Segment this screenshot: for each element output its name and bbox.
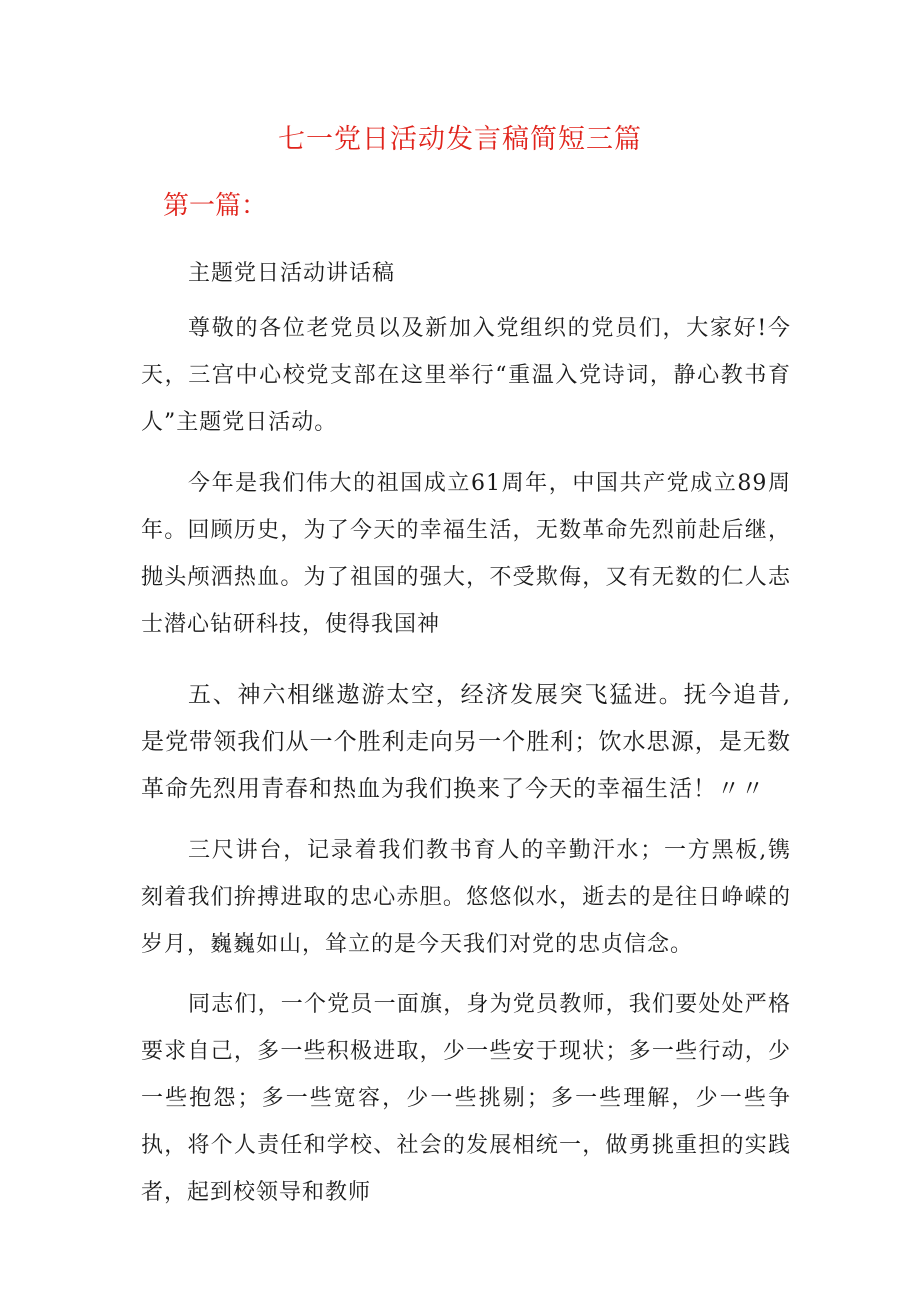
document-title: 七一党日活动发言稿简短三篇 <box>278 124 642 155</box>
paragraph-comrades: 同志们，一个党员一面旗，身为党员教师，我们要处处严格要求自己，多一些积极进取，少一些安于现状；多一些行动，少一些抱怨；多一些宽容，少一些挑剔；多一些理解，少一些争执，将个人责任和学校、社会的发展相统一，做勇挑重担的实践者，起到校领导和教师 <box>141 992 791 1205</box>
paragraph-achievements: 五、神六相继遨游太空，经济发展突飞猛进。抚今追昔,是党带领我们从一个胜利走向另一个胜利；饮水思源，是无数革命先烈用青春和热血为我们换来了今天的幸福生活！〃〃 <box>141 682 791 802</box>
paragraph-teaching: 三尺讲台，记录着我们教书育人的辛勤汗水；一方黑板,镌刻着我们拚搏进取的忠心赤胆。悠悠似水，逝去的是往日峥嵘的岁月，巍巍如山，耸立的是今天我们对党的忠贞信念。 <box>141 838 791 957</box>
speech-subtitle: 主题党日活动讲话稿 <box>188 261 396 286</box>
paragraph-history: 今年是我们伟大的祖国成立61周年，中国共产党成立89周年。回顾历史，为了今天的幸福生活，无数革命先烈前赴后继，抛头颅洒热血。为了祖国的强大，不受欺侮，又有无数的仁人志士潜心钻研科技，使得我国神 <box>141 471 791 637</box>
paragraph-greeting: 尊敬的各位老党员以及新加入党组织的党员们，大家好!今天，三宫中心校党支部在这里举行“重温入党诗词，静心教书育人”主题党日活动。 <box>141 316 791 435</box>
section-heading: 第一篇： <box>163 191 268 221</box>
